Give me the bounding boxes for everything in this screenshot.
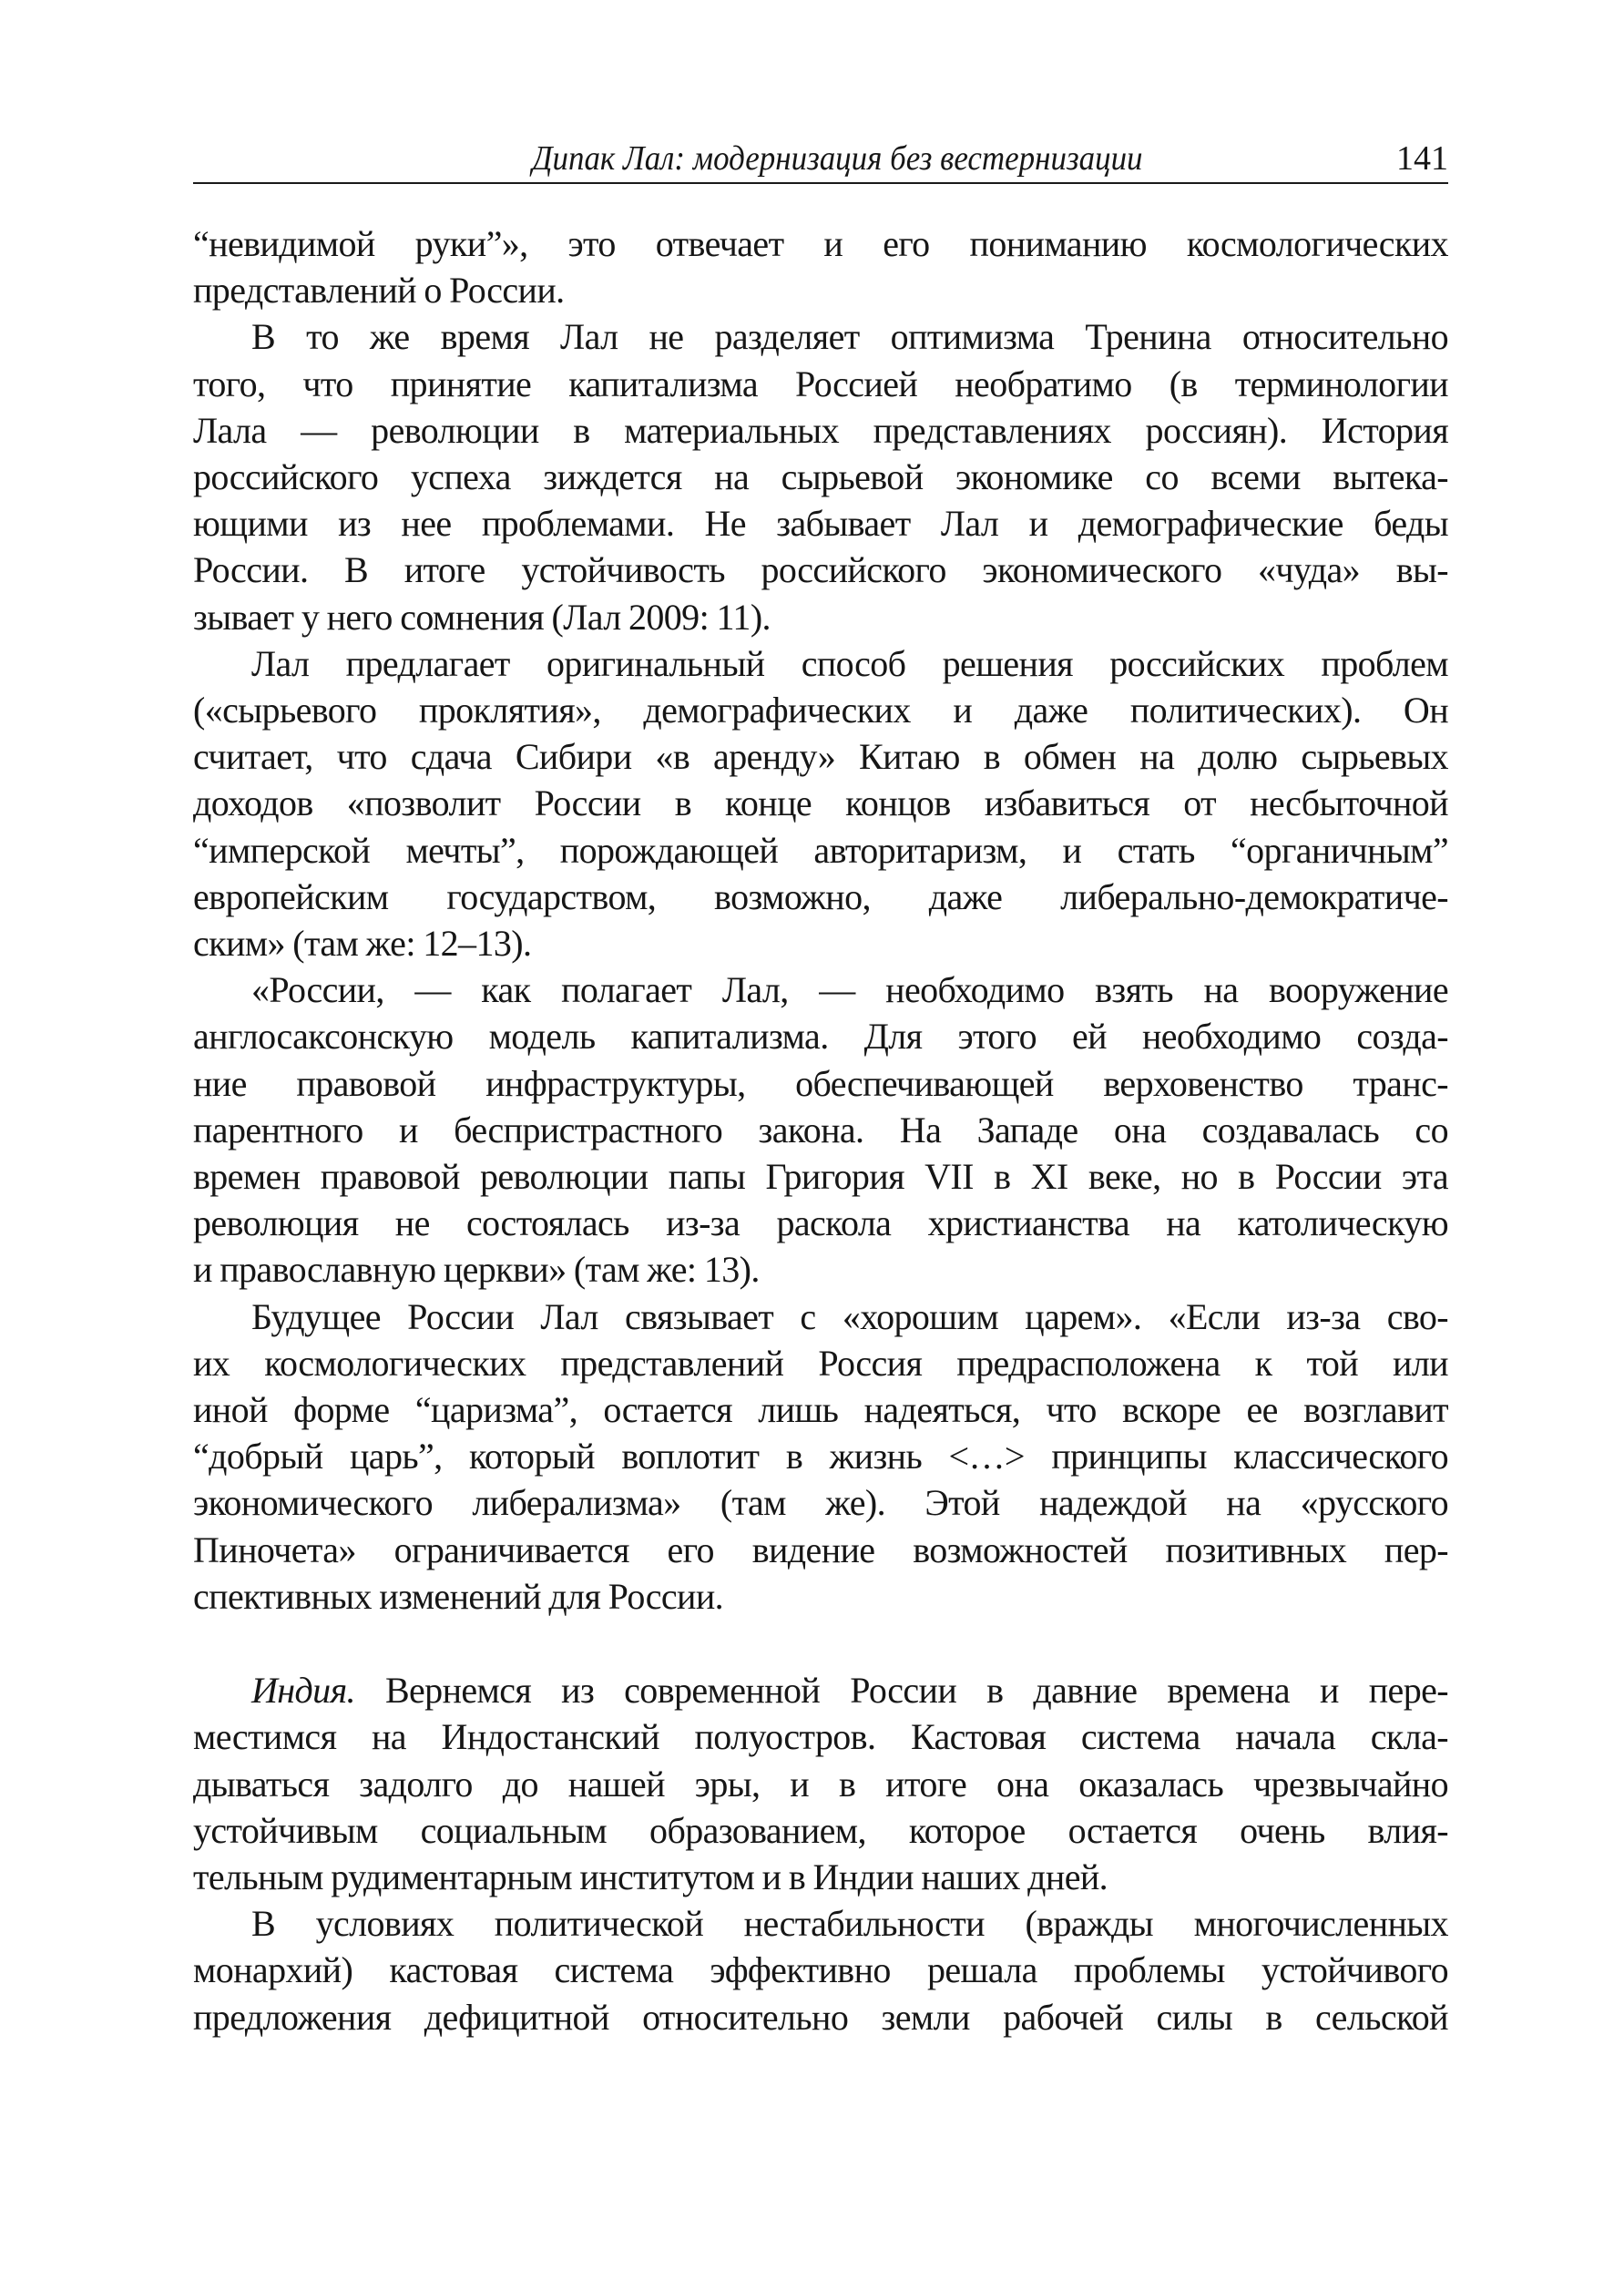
text-line: революция не состоялась из-за раскола христианства на католическую <box>193 1202 1448 1244</box>
text-line: России. В итоге устойчивость российского экономического «чуда» вы- <box>193 549 1448 591</box>
text-line: Лала — революции в материальных представлениях россиян). История <box>193 409 1448 451</box>
text-line: доходов «позволит России в конце концов избавиться от несбыточной <box>193 782 1448 824</box>
section-spacer <box>193 1620 1448 1667</box>
text-line: местимся на Индостанский полуостров. Кастовая система начала скла- <box>193 1716 1448 1758</box>
paragraph <box>193 1293 1448 1620</box>
text-line: ние правовой инфраструктуры, обеспечивающей верховенство транс- <box>193 1062 1448 1104</box>
text-line: их космологических представлений Россия предрасположена к той или <box>193 1342 1448 1384</box>
text-line: тельным рудиментарным институтом и в Индии наших дней. <box>193 1856 1108 1897</box>
text-line: дываться задолго до нашей эры, и в итоге она оказалась чрезвычайно <box>193 1763 1448 1805</box>
text-line: Пиночета» ограничивается его видение возможностей позитивных пер- <box>193 1529 1448 1570</box>
text-line: “добрый царь”, который воплотит в жизнь <…> принципы классического <box>193 1436 1448 1478</box>
text-line: Лал предлагает оригинальный способ решения российских проблем <box>251 642 1448 684</box>
text-line: времен правовой революции папы Григория VII в XI веке, но в России эта <box>193 1156 1448 1198</box>
text-line: иной форме “царизма”, остается лишь надеяться, что вскоре ее возглавит <box>193 1389 1448 1431</box>
paragraph <box>193 640 1448 966</box>
text-line: зывает у него сомнения (Лал 2009: 11). <box>193 596 771 638</box>
header-rule <box>193 182 1448 184</box>
running-header <box>193 135 1448 182</box>
section-run-in-heading: Индия. <box>251 1670 355 1712</box>
text-line: («сырьевого проклятия», демографических и даже политических). Он <box>193 690 1448 731</box>
running-title: Дипак Лал: модернизация без вестернизации <box>532 139 1143 178</box>
text-line: «России, — как полагает Лал, — необходимо взять на вооружение <box>251 969 1448 1011</box>
text-line: предложения дефицитной относительно земли рабочей силы в сельской <box>193 1996 1448 2038</box>
paragraph <box>193 313 1448 639</box>
paragraph <box>193 1900 1448 2040</box>
text-line: того, что принятие капитализма Россией необратимо (в терминологии <box>193 363 1448 404</box>
text-line: В условиях политической нестабильности (вражды многочисленных <box>251 1903 1448 1945</box>
page-number: 141 <box>1396 139 1448 178</box>
text-line: ским» (там же: 12–13). <box>193 923 532 965</box>
text-line: ющими из нее проблемами. Не забывает Лал и демографические беды <box>193 503 1448 545</box>
section-india-paragraph <box>193 1667 1448 1900</box>
text-line: Будущее России Лал связывает с «хорошим царем». «Если из-за сво- <box>251 1295 1448 1337</box>
text-line: считает, что сдача Сибири «в аренду» Китаю в обмен на долю сырьевых <box>193 736 1448 778</box>
paragraph <box>193 966 1448 1293</box>
text-line: спективных изменений для России. <box>193 1575 724 1617</box>
text-line <box>193 1667 1448 1713</box>
text-line: российского успеха зиждется на сырьевой экономике со всеми вытека- <box>193 456 1448 498</box>
text-line: устойчивым социальным образованием, которое остается очень влия- <box>193 1809 1448 1851</box>
text-line: европейским государством, возможно, даже либерально-демократиче- <box>193 875 1448 917</box>
text-run: Вернемся из современной России в давние времена и пере- <box>354 1670 1448 1712</box>
text-line: “невидимой руки”», это отвечает и его пониманию космологических <box>193 223 1448 264</box>
text-line: экономического либерализма» (там же). Этой надеждой на «русского <box>193 1482 1448 1524</box>
text-line: парентного и беспристрастного закона. На Западе она создавалась со <box>193 1109 1448 1150</box>
paragraph <box>193 220 1448 313</box>
text-line: “имперской мечты”, порождающей авторитаризм, и стать “органичным” <box>193 829 1448 871</box>
text-line: монархий) кастовая система эффективно решала проблемы устойчивого <box>193 1949 1448 1991</box>
body-text <box>193 220 1448 2040</box>
text-line: англосаксонскую модель капитализма. Для этого ей необходимо созда- <box>193 1016 1448 1058</box>
text-line: В то же время Лал не разделяет оптимизма Тренина относительно <box>251 316 1448 358</box>
text-line: и православную церкви» (там же: 13). <box>193 1249 760 1291</box>
text-line: представлений о России. <box>193 270 565 312</box>
